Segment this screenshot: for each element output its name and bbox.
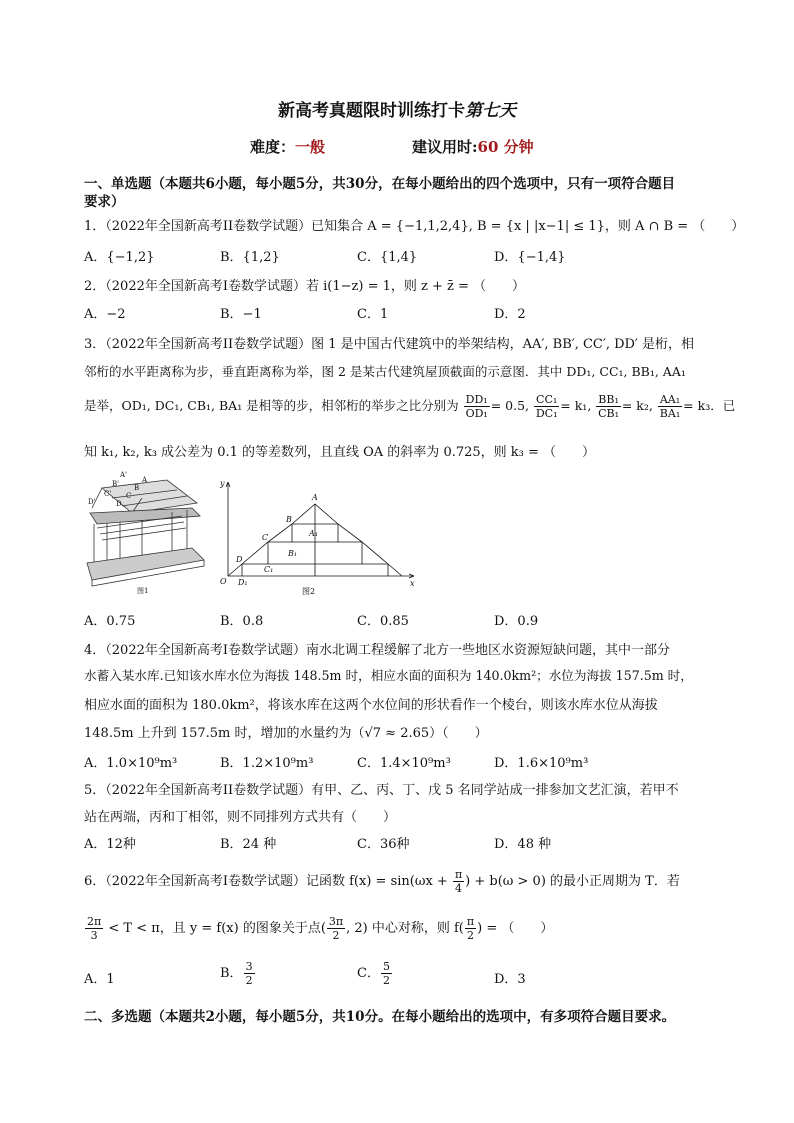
fig1-label-b-prime: B' xyxy=(112,480,120,488)
q4-option-b[interactable]: B．1.2×10⁹m³ xyxy=(220,756,314,771)
difficulty: 难度：一般 xyxy=(250,138,326,156)
q6-option-d[interactable]: D．3 xyxy=(494,972,526,987)
question-5-line2: 站在两端，丙和丁相邻，则不同排列方式共有（ ） xyxy=(84,810,397,825)
q3-option-d[interactable]: D．0.9 xyxy=(494,614,539,629)
question-3-line3: 是举，OD₁, DC₁, CB₁, BA₁ 是相等的步，相邻桁的举步之比分别为 $\frac{\text{DD₁}}{\text{OD₁}}$ = 0.5, $\frac{\text{CC₁}}{\text{DC₁}}$ = k₁, $\frac{\text{BB₁}}{\text{CB₁}}$ = k₂, $\frac{\text{AA₁}}{\text{BA₁}}$ = k₃．已 xyxy=(84,393,736,420)
section2-heading: 二、多选题（本题共2小题，每小题5分，共10分。在每小题给出的选项中，有多项符合题目要求。 xyxy=(84,1009,676,1025)
fig2-label-d1: D₁ xyxy=(238,578,248,587)
q5-option-c[interactable]: C．36种 xyxy=(357,837,410,852)
q3-option-c[interactable]: C．0.85 xyxy=(357,614,409,629)
fig2-label-d: D xyxy=(236,555,243,564)
q6-option-c[interactable]: C． $\frac{5}{2}$ xyxy=(357,960,390,987)
fig1-label-a: A xyxy=(142,476,148,484)
q2-option-d[interactable]: D．2 xyxy=(494,307,526,322)
question-4-line1: 4．（2022年全国新高考I卷数学试题）南水北调工程缓解了北方一些地区水资源短缺问题，其中一部分 xyxy=(84,643,670,658)
q4-option-c[interactable]: C．1.4×10⁹m³ xyxy=(357,756,451,771)
fig1-label-d-prime: D' xyxy=(88,498,96,506)
q5-option-b[interactable]: B．24 种 xyxy=(220,837,277,852)
q5-option-a[interactable]: A．12种 xyxy=(84,837,136,852)
fig2-label-a1: A₁ xyxy=(309,529,318,538)
section1-heading: 一、单选题（本题共6小题，每小题5分，共30分，在每小题给出的四个选项中，只有一项符合题目 xyxy=(84,176,676,192)
q6-option-a[interactable]: A．1 xyxy=(84,972,115,987)
q3-option-a[interactable]: A．0.75 xyxy=(84,614,136,629)
q4-option-a[interactable]: A．1.0×10⁹m³ xyxy=(84,756,178,771)
suggested-time: 建议用时:60 分钟 xyxy=(412,138,534,156)
q1-option-a[interactable]: A．{−1,2} xyxy=(84,250,155,265)
q4-option-d[interactable]: D．1.6×10⁹m³ xyxy=(494,756,589,771)
fig2-label-c1: C₁ xyxy=(264,565,274,574)
fig2-label-a: A xyxy=(312,493,318,502)
fig2-label-b1: B₁ xyxy=(288,549,298,558)
fig1-label-d: D xyxy=(116,500,122,508)
fig2-label-b: B xyxy=(286,515,292,524)
q1-option-c[interactable]: C．{1,4} xyxy=(357,250,418,265)
figure-2-caption: 图2 xyxy=(302,587,316,596)
q3-option-b[interactable]: B．0.8 xyxy=(220,614,264,629)
question-4-line3: 相应水面的面积为 180.0km²，将该水库在这两个水位间的形状看作一个棱台，则该水库水位从海拔 xyxy=(84,698,658,713)
fig2-label-c: C xyxy=(262,533,269,542)
q1-option-b[interactable]: B．{1,2} xyxy=(220,250,280,265)
question-6-line1: 6．（2022年全国新高考I卷数学试题）记函数 f(x) = sin(ωx + $\frac{\pi}{4}$ ) + b(ω > 0) 的最小正周期为 T．若 xyxy=(84,868,680,895)
question-5-line1: 5．（2022年全国新高考II卷数学试题）有甲、乙、丙、丁、戊 5 名同学站成一排参加文艺汇演，若甲不 xyxy=(84,783,679,798)
q1-option-d[interactable]: D．{−1,4} xyxy=(494,250,566,265)
fig2-axis-x: x xyxy=(410,579,415,588)
page-title: 新高考真题限时训练打卡第七天 xyxy=(278,101,516,121)
question-2: 2．（2022年全国新高考I卷数学试题）若 i(1−z) = 1，则 z + z̄ = （ ） xyxy=(84,279,526,294)
section1-heading-cont: 要求） xyxy=(84,194,125,210)
question-1: 1．（2022年全国新高考II卷数学试题）已知集合 A = {−1,1,2,4}, B = {x | |x−1| ≤ 1}，则 A ∩ B = （ ） xyxy=(84,219,745,234)
question-6-line2: $\frac{2\pi}{3}$ < T < π，且 y = f(x) 的图象关于点( $\frac{3\pi}{2}$ , 2) 中心对称，则 f( $\frac{\pi}{2}$ ) = （ ） xyxy=(87,915,554,942)
figure-2 xyxy=(212,476,422,598)
figure-1 xyxy=(82,468,207,596)
question-4-line4: 148.5m 上升到 157.5m 时，增加的水量约为（√7 ≈ 2.65）（ ） xyxy=(84,726,488,741)
figure-1-caption: 图1 xyxy=(137,587,149,595)
question-4-line2: 水蓄入某水库.已知该水库水位为海拔 148.5m 时，相应水面的面积为 140.0km²；水位为海拔 157.5m 时， xyxy=(84,668,693,683)
fig2-label-o: O xyxy=(220,577,227,586)
q2-option-a[interactable]: A．−2 xyxy=(84,307,126,322)
fig1-label-b: B xyxy=(134,484,140,492)
fig1-label-a-prime: A' xyxy=(120,471,127,479)
fig2-axis-y: y xyxy=(220,479,225,488)
fig1-label-c-prime: C' xyxy=(104,490,112,498)
question-3-line1: 3．（2022年全国新高考II卷数学试题）图 1 是中国古代建筑中的举架结构，AA′, BB′, CC′, DD′ 是桁，相 xyxy=(84,337,695,352)
q5-option-d[interactable]: D．48 种 xyxy=(494,837,552,852)
q2-option-c[interactable]: C．1 xyxy=(357,307,389,322)
fig1-label-c: C xyxy=(126,492,132,500)
question-3-line4: 知 k₁, k₂, k₃ 成公差为 0.1 的等差数列，且直线 OA 的斜率为 0.725，则 k₃ = （ ） xyxy=(84,445,596,460)
q6-option-b[interactable]: B． $\frac{3}{2}$ xyxy=(220,960,253,987)
q2-option-b[interactable]: B．−1 xyxy=(220,307,262,322)
question-3-line2: 邻桁的水平距离称为步，垂直距离称为举，图 2 是某古代建筑屋顶截面的示意图．其中 DD₁, CC₁, BB₁, AA₁ xyxy=(84,364,686,379)
